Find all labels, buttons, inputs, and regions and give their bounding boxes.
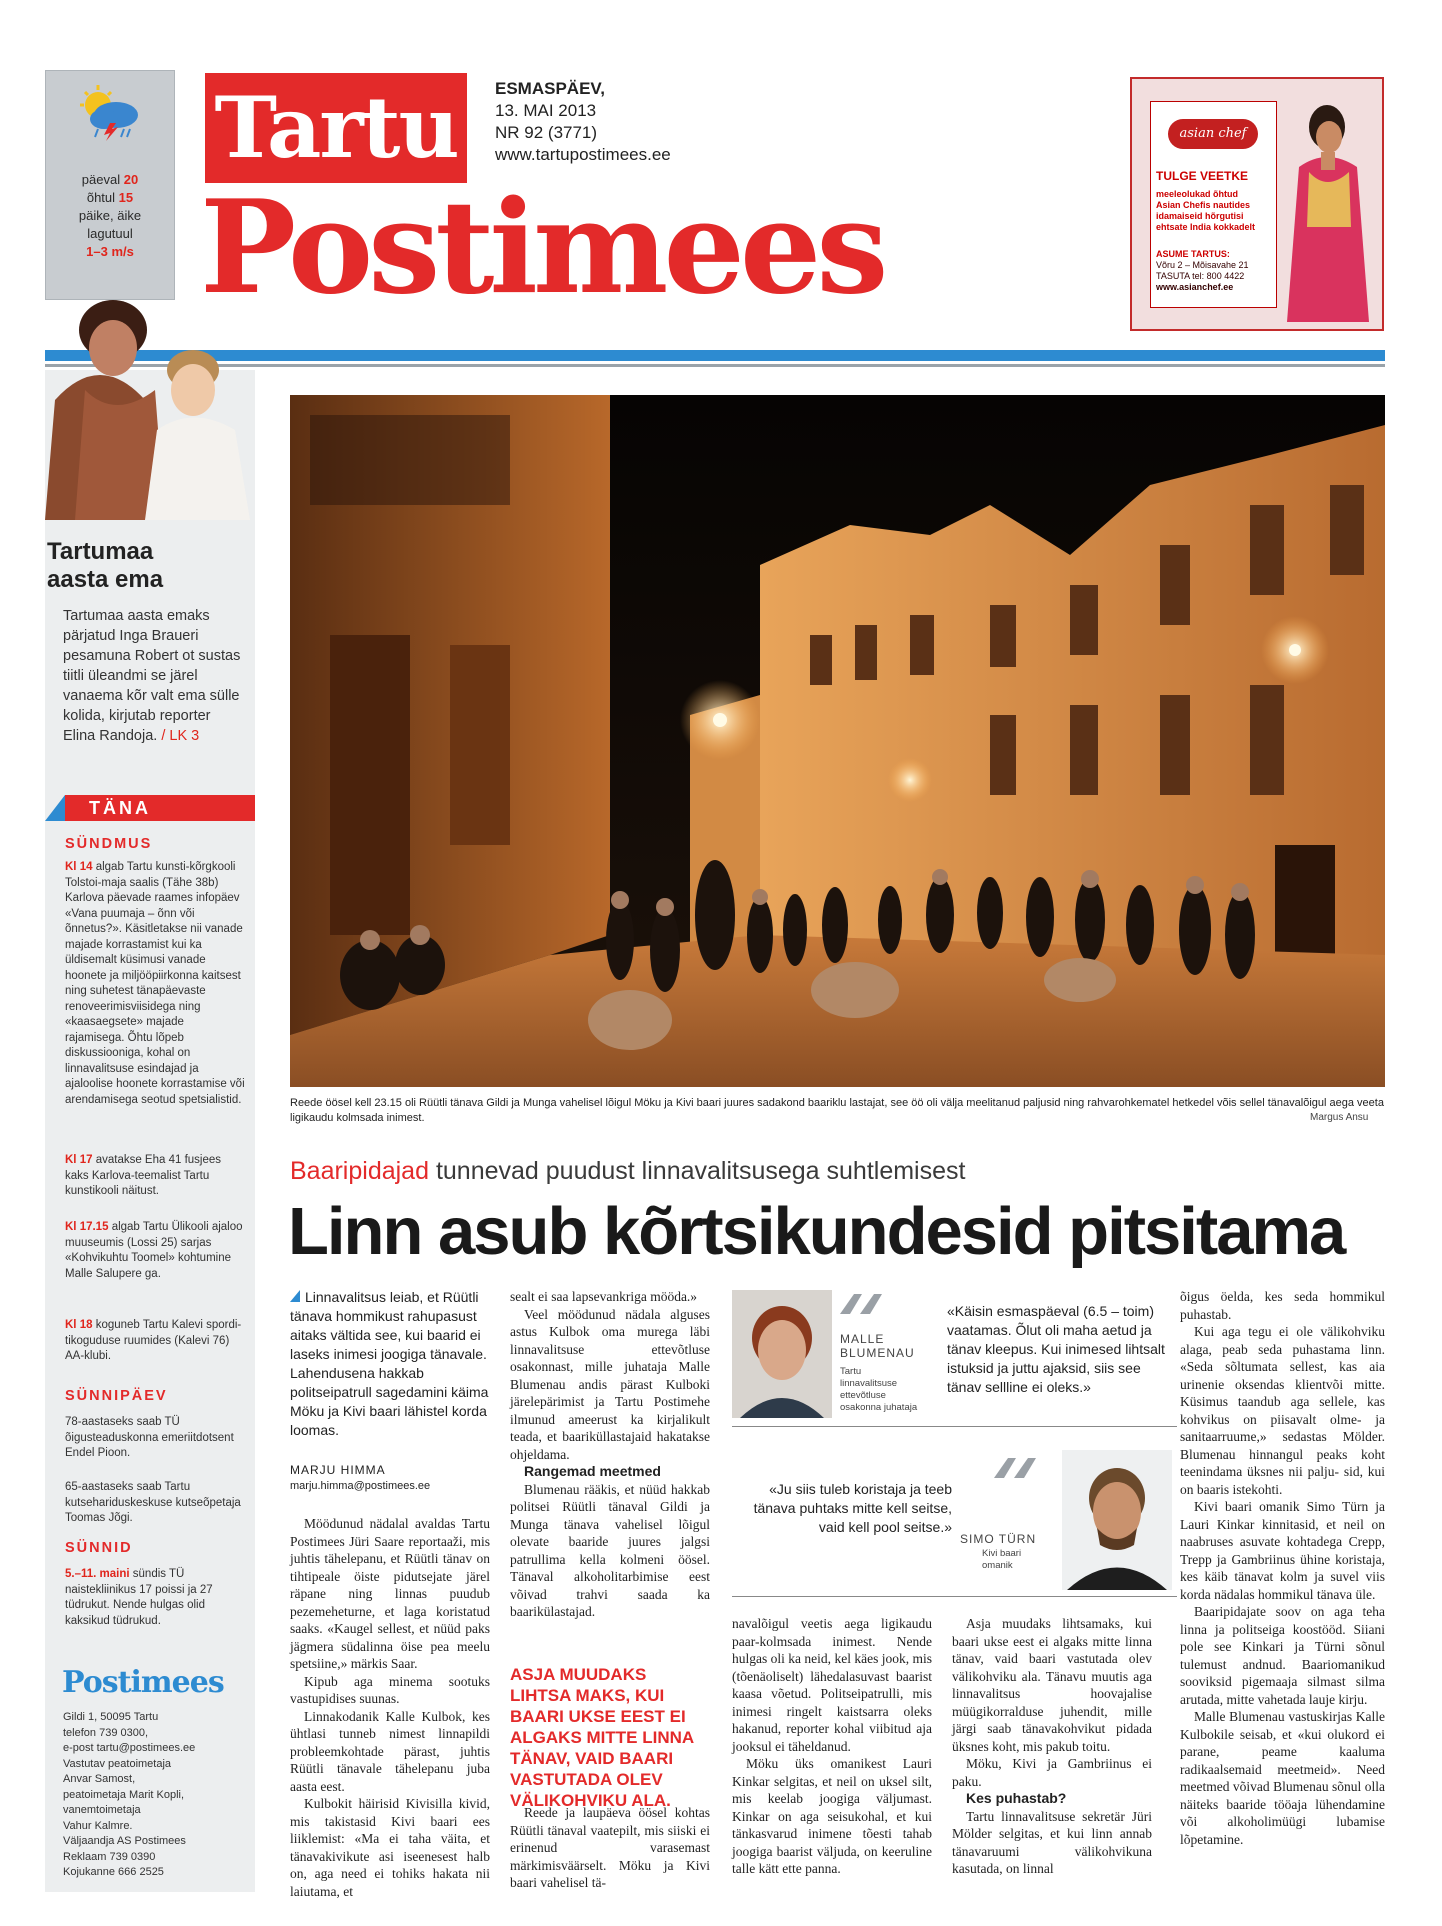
synnid-heading: SÜNNID — [65, 1540, 133, 1556]
contact-info: Gildi 1, 50095 Tartu telefon 739 0300, e-post tartu@postimees.ee Vastutav peatoimetaja Anvar Samost, peatoimetaja Marit Kopli, vanemtoimetaja Vahur Kalmre. Väljaandja AS Postimees Reklaam 739 0390 Kojukanne 666 2525 — [63, 1711, 196, 1878]
quote-box-blumenau — [732, 1290, 1177, 1427]
malle-blumenau-photo — [732, 1290, 832, 1418]
ad-model-image — [1279, 97, 1374, 322]
author-email[interactable]: marju.himma@postimees.ee — [290, 1480, 431, 1492]
photo-caption: Reede öösel kell 23.15 oli Rüütli tänava Gildi ja Munga vahelisel lõigul Möku ja Kivi baari juures sadakond baariklu lastajat, see öö oli välja meelitanud paljusid ning rahvarohkematel hetkedel võis sellel tänavalõigul aega veeta ligikaudu kolmsada inimest. — [290, 1097, 1384, 1124]
ad-logo: asian chef — [1168, 119, 1258, 149]
mother-headline: Tartumaa aasta ema — [47, 538, 164, 593]
ad-address: ASUME TARTUS: Võru 2 – Mõisavahe 21 TASUTA tel: 800 4422 www.asianchef.ee — [1156, 249, 1249, 292]
weather-text: päeval 20 õhtul 15 päike, äike lagutuul 1–3 m/s — [78, 172, 142, 259]
article-column-4: Asja muudaks lihtsamaks, kui baari ukse eest ei algaks mitte linna tänav, vaid baari vastutada olev välikohviku ala. Tänavu muutis aga linnavalitsus hoovajalise müügikorralduse juhendit, mille järgi saab tänavakohvikut pidada üksnes koht, mis pakub toitu. Möku, Kivi ja Gambriinus ei paku. Kes puhastab? Tartu linnavalitsuse sekretär Jüri Mölder selgitas, et kui linn annab tänavaruumi välikohvikuna kasutada, on linnal — [952, 1616, 1152, 1876]
mother-text: Tartumaa aasta emaks pärjatud Inga Braueri pesamuna Robert ot sustas tiitli üleandmi se järel vanaema kõr valt ema sülle kolida, kirjutab reporter Elina Randoja. / LK 3 — [63, 608, 241, 744]
birthday-item: 65-aastaseks saab Tartu kutsehariduskeskuse kutseõpetaja Toomas Jõgi. — [65, 1481, 241, 1524]
tana-header: TÄNA — [65, 795, 255, 821]
quote-author: SIMO TÜRN — [960, 1532, 1037, 1546]
byline: MARJU HIMMA marju.himma@postimees.ee — [290, 1463, 431, 1492]
website-link[interactable]: www.tartupostimees.ee — [495, 145, 671, 164]
subheading: Rangemad meetmed — [524, 1463, 661, 1479]
article-column-3: navalõigul veetis aega ligikaudu paar-kolmsada inimest. Nende hulgas oli ka neid, kel käes jook, mis (tõenäoliselt) lähedalasuvast baarist kaasa võetud. Politseipatrulli, mis inimesi ringelt kaistsarra oleks hakanud, reporter kohal viibitud aja jooksul ei täheldanud. Möku üks omanikest Lauri Kinkar selgitas, et neil on uksel silt, mis keelab joogiga väljumast. Kinkar on aga seisukohal, et kui tänkasvarud inimene tõesti tahab joogiga baarist väljuda, on keeruline talle kätt ette panna. — [732, 1616, 932, 1876]
sundmus-heading: SÜNDMUS — [65, 836, 153, 852]
tana-marker-icon — [45, 795, 65, 821]
quote-author-role: Kivi baari omanik — [982, 1548, 1022, 1571]
ad-body: meeleolukad õhtud Asian Chefis nautides idamaiseid hõrgutisi ehtsate India kokkadelt — [1156, 189, 1256, 232]
sidebar — [45, 370, 255, 1892]
article-column-2-bottom: Reede ja laupäeva öösel kohtas Rüütli tänaval vaatepilt, mis siiski ei erinenud varasemast märkimisväärselt. Möku ja Kivi baari vahelisel tä- — [510, 1805, 710, 1890]
quote-mark-icon — [994, 1458, 1038, 1478]
pull-quote: ASJA MUUDAKS LIHTSA MAKS, KUI BAARI UKSE EEST EI ALGAKS MITTE LINNA TÄNAV, VAID BAARI VASTUTADA OLEV VÄLIKOHVIKU ALA. — [510, 1665, 694, 1810]
weekday: ESMASPÄEV, — [495, 79, 605, 98]
quote-box-turn — [732, 1450, 1177, 1597]
subheading: Kes puhastab? — [966, 1790, 1067, 1806]
quote-author: MALLE BLUMENAU — [840, 1332, 915, 1360]
street-night-photo — [290, 395, 1385, 1087]
article-lead: Linnavalitsus leiab, et Rüütli tänava hommikust rahupasust aitaks vältida see, kui baarid ei laseks inimesi joogiga tänavale. Lahendusena hakkab politseipatrull sagedamini käima Möku ja Kivi baari lähistel korda loomas. — [290, 1289, 489, 1438]
birthday-item: 78-aastaseks saab TÜ õigusteaduskonna emeriitdotsent Endel Pioon. — [65, 1416, 234, 1459]
synnipaev-heading: SÜNNIPÄEV — [65, 1388, 168, 1404]
photo-credit: Margus Ansu — [1310, 1112, 1369, 1123]
mother-child-photo — [45, 290, 255, 520]
event-item: Kl 17.15 algab Tartu Ülikooli ajaloo muuseumis (Lossi 25) sarjas «Kohvikuhtu Toomel» kohtumine Malle Salupere ga. — [65, 1221, 243, 1280]
article-column-1: Möödunud nädalal avaldas Tartu Postimees Jüri Saare reportaaži, mis juhtis tähelepanu, et Rüütli tänav on tihtipeale öiste pidutsejate järel räpane ning linnas puudub pezemeheturne, et laga koristatud saaks. «Kaugel sellest, et nüüd paks jägmera südalinna öise pea meelu spetsiine,» märkis Saar. Kipub aga minema sootuks vastupidises suunas. Linnakodanik Kalle Kulbok, kes ühtlasi tunneb nimest linnapildi probleemkohtade pärast, juhtis Rüütli tänavale tähelepanu juba aasta eest. Kulbokit häirisid Kivisilla kivid, mis takistasid Kivi baari ees liiklemist: «Ma ei taha väita, et tänavakivikute asi iseenesest halb on, aga need ei tohiks hakata nii laiutama, et — [290, 1516, 490, 1899]
births-item: 5.–11. maini sündis TÜ naistekliinikus 17 poissi ja 27 tüdrukut. Nende hulgas olid kaksikud tüdrukud. — [65, 1568, 213, 1627]
quote-mark-icon — [840, 1294, 884, 1314]
weather-box — [45, 70, 175, 300]
event-item: Kl 18 koguneb Tartu Kalevi spordi- tikoguduse ruumides (Kalevi 76) AA-klubi. — [65, 1319, 242, 1362]
article-kicker: Baaripidajad tunnevad puudust linnavalitsusega suhtlemisest — [290, 1157, 966, 1185]
page-ref-link[interactable]: / LK 3 — [161, 728, 200, 744]
article-column-5: õigus öelda, kes seda hommikul puhastab. Kui aga tegu ei ole välikohviku alaga, peab seda puhastama linn. «Seda sõltumata sellest, kas aia urinenie oksendas klientvõi mitte. Küsimus taandub aga sellele, kas kohvikus on piisavalt olme- ja sanitaarruume,» sedastas Mölder. Blumenau hinnangul peaks koht teenindama üksnes nii palju- sid, kui on baaris istekohti. Kivi baari omanik Simo Türn ja Lauri Kinkar kinnitasid, et neil on naabruses asuvate kohtadega Crepp, Trepp ja Gambriinus ühine koristaja, kes käib tänavat kolm ja suvel viis korda nädalas hommikul tänava üle. Baaripidajate soov on aga teha linna ja politseiga koostööd. Siiani pole see Kinkari ja Türni sõnul tulemust andnud. Baariomanikud sooviksid pigemaaja silmast silma arutada, mitte vahetada lauje kirju. Malle Blumenau vastuskirjas Kalle Kulbokile seisab, et «kui olukord ei parane, peame kaaluma radikaalsemaid meetmeid». Need meetmed võivad Blumenau sõnul olla näiteks baaride tööaja lühendamine või alkoholimüügi lubamise lõpetamine. — [1180, 1289, 1385, 1847]
issue-number: NR 92 (3771) — [495, 123, 598, 142]
quote-text: «Käisin esmaspäeval (6.5 – toim) vaatamas. Õlut oli maha aetud ja tänav kleepus. Kui inimesed lihtsalt istuksid ja juttu ajaksid, siis see tänav sellline ei oleks.» — [947, 1303, 1165, 1395]
article-column-2-top: sealt ei saa lapsevankriga mööda.» Veel möödunud nädala alguses astus Kulbok oma murega läbi linnavalitsuse ettevõtluse osakonnast, mille juhataja Malle Blumenau andis pärast Kulboki järelepärimist ja Tartu Postimehe ilmunud ameerust ka kirjalikult teada, et baariküllastajaid hakatakse ohjeldama. Rangemad meetmed Blumenau rääkis, et nüüd hakkab politsei Rüütli tänaval Gildi ja Munga tänava vahelisel lõigul olevate baaride juures jalgsi patrullima kella kolmeni öösel. Tänaval alkoholitarbimise eest võivad trahvi saada ka baarikülastajad. — [510, 1289, 710, 1619]
masthead-postimees: Postimees — [200, 173, 884, 323]
quote-text: «Ju siis tuleb koristaja ja teeb tänava puhtaks mitte kell seitse, vaid kell pool seitse.» — [753, 1481, 952, 1535]
ad-headline: TULGE VEETKE — [1156, 169, 1249, 183]
date: 13. MAI 2013 — [495, 101, 597, 120]
lead-marker-icon — [290, 1290, 300, 1302]
event-item: Kl 17 avatakse Eha 41 fusjees kaks Karlova-teemalist Tartu kunstikooli näitust. — [65, 1154, 222, 1197]
weather-icon — [74, 83, 144, 141]
masthead-tartu: Tartu — [205, 73, 467, 183]
simo-turn-photo — [1062, 1450, 1172, 1590]
quote-author-role: Tartu linnavalitsuse ettevõtluse osakonna juhataja — [840, 1366, 918, 1413]
dateline — [495, 78, 671, 166]
advertisement[interactable] — [1130, 77, 1384, 331]
article-headline: Linn asub kõrtsikundesid pitsitama — [288, 1194, 1345, 1269]
postimees-logo: Postimees — [62, 1665, 224, 1700]
event-item: Kl 14 algab Tartu kunsti-kõrgkooli Tolstoi-maja saalis (Tähe 38b) Karlova päevade raames infopäev «Vana puumaja – õnn või õnnetus?». Käsitletakse nii vanade majade korrastamist kui ka üldisemalt küsimusi vanade hoonete ja miljööpiirkonna kaitsest ning suhetest tänapäevaste renoveerimisviisidega ning «kaasaegsete» majade rajamisega. Õhtu lõpeb diskussiooniga, kohal on linnavalitsuse esindajad ja ajaloolise hoonete korrastamise või arendamisega seotud spetsialistid. — [65, 861, 245, 1106]
